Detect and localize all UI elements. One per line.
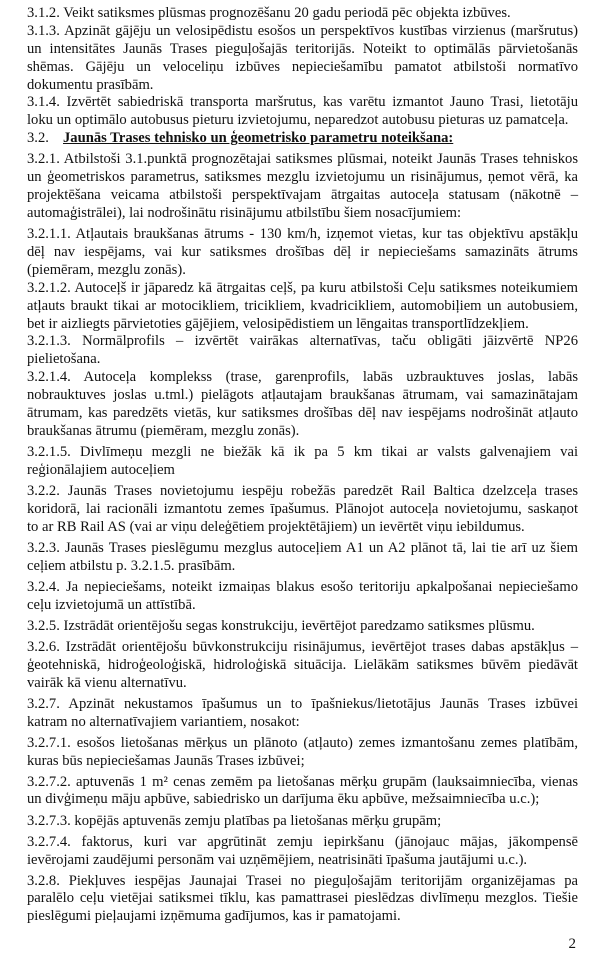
text-line: ātrumam, kas paredzēts vietās, kur satiksmes drošības dēļ nav iespējams nodrošināt atļauto	[27, 404, 578, 421]
text-line: 3.2.1.5. Divlīmeņu mezgli ne biežāk kā ik pa 5 km tikai ar valsts galvenajiem vai	[27, 443, 578, 460]
paragraph	[27, 813, 578, 831]
section-number: 3.2.	[27, 130, 49, 147]
text-line: 3.1.2. Veikt satiksmes plūsmas prognozēšanu 20 gadu periodā pēc objekta izbūves.	[27, 5, 511, 21]
text-line: ģeotehniskā, hidroģeoloģiskā, hidroloģiskā situācija. Lielākām satiksmes būvēm piedāvāt	[27, 656, 578, 673]
paragraph	[27, 23, 578, 95]
text-line: pielietošana.	[27, 351, 101, 368]
text-line: dēļ nav iespējams, vai kur satiksmes drošības dēļ ir nepieciešams samazināts ātrums	[27, 243, 578, 260]
text-line: dokumentu prasībām.	[27, 76, 154, 93]
text-line: nobrauktuves joslas u.tml.) pielāgots atļautajam braukšanas ātrumam, vai samazinātajam	[27, 387, 578, 404]
text-line: un divģimeņu māju apbūve, sabiedrisko un darījuma ēku apbūve, mežsaimniecība u.c.);	[27, 791, 540, 808]
paragraph	[27, 735, 578, 771]
paragraph	[27, 444, 578, 480]
text-line: 3.2.1.1. Atļautais braukšanas ātrums - 130 km/h, izņemot vietas, kur tas objektīvu apstākļu	[27, 226, 578, 243]
text-line: to ar RB Rail AS (vai ar viņu deleģētiem projektētājiem) un ievērtēt viņu iebildumus.	[27, 518, 525, 535]
text-line: paralēlo ceļu vietējai satiksmei tīklu, kas pamattrasei pieslēdzas divlīmeņu mezglos. Tiešie	[27, 890, 578, 907]
text-line: 3.2.7.3. kopējās aptuvenās zemju platības pa lietošanas mērķu grupām;	[27, 812, 442, 829]
paragraph	[27, 94, 578, 130]
paragraph	[27, 540, 578, 576]
text-line: 3.2.2. Jaunās Trases novietojumu iespēju robežās paredzēt Rail Baltica dzelzceļa trases	[27, 482, 578, 499]
text-line: pieslēgumi pieļaujami izņēmuma gadījumos, kas ir pamatojami.	[27, 908, 401, 925]
page-number: 2	[568, 936, 576, 952]
text-line: 3.2.6. Izstrādāt orientējošu būvkonstrukciju risinājumus, ievērtējot trases dabas apstākļus –	[27, 638, 578, 655]
text-line: 3.2.1. Atbilstoši 3.1.punktā prognozētajai satiksmes plūsmai, noteikt Jaunās Trases tehniskos	[27, 151, 578, 168]
text-line: katram no alternatīvajiem variantiem, nosakot:	[27, 713, 300, 730]
text-line: braukšanas ātrumu (piemēram, mezglu zonās).	[27, 422, 300, 439]
text-line: shēmas. Gājēju un veloceliņu izbūves nepieciešamību pamatot atbilstoši normatīvo	[27, 58, 578, 75]
section-title: Jaunās Trases tehnisko un ģeometrisko parametru noteikšana:	[63, 130, 454, 147]
text-line: ceļiem atbilstu p. 3.2.1.5. prasībām.	[27, 557, 236, 574]
text-line: 3.1.4. Izvērtēt sabiedriskā transporta maršrutus, kas varētu izmantot Jauno Trasi, lietotāju	[27, 94, 578, 111]
text-line: 3.2.3. Jaunās Trases pieslēgumu mezglus autoceļiem A1 un A2 plānot tā, lai tie arī uz šiem	[27, 539, 578, 556]
paragraph	[27, 333, 578, 369]
text-line: vairāk kā vienu alternatīvu.	[27, 674, 187, 691]
paragraph	[27, 483, 578, 537]
text-line: 3.2.1.2. Autoceļš ir jāparedz kā ātrgaitas ceļš, pa kuru atbilstoši Ceļu satiksmes noteikumiem	[27, 279, 578, 296]
section-heading	[27, 130, 578, 148]
paragraph	[27, 579, 578, 615]
text-line: loku un optimālo autobusus pieturu izvietojumu, neparedzot autobusu pieturas uz pamatceļa.	[27, 112, 569, 129]
paragraph	[27, 774, 578, 810]
paragraph	[27, 226, 578, 280]
paragraph	[27, 5, 578, 23]
text-line: (piemēram, mezglu zonās).	[27, 261, 186, 278]
paragraph	[27, 151, 578, 223]
text-line: atļauts braukt tikai ar motocikliem, tricikliem, kvadricikliem, automobiļiem un autobusiem,	[27, 297, 578, 314]
text-line: 3.2.7.4. faktorus, kuri var apgrūtināt zemju iepirkšanu (jānojauc mājas, jākompensē	[27, 833, 578, 850]
document-body	[27, 5, 578, 926]
text-line: ievērojami zaudējumi personām vai uzņēmējiem, neatrisināti īpašuma jautājumi u.c.).	[27, 851, 528, 868]
text-line: 3.1.3. Apzināt gājēju un velosipēdistu esošos un perspektīvos kustības virzienus (maršrutus)	[27, 22, 578, 39]
paragraph	[27, 873, 578, 927]
text-line: un ģeometriskos parametrus, satiksmes mezglu izvietojumu un risinājumus, ņemot vērā, ka	[27, 169, 578, 186]
paragraph	[27, 834, 578, 870]
paragraph	[27, 369, 578, 441]
text-line: kuras būs nepieciešamas Jaunās Trases izbūvei;	[27, 752, 305, 769]
text-line: ceļu izvietojumā un attīstībā.	[27, 596, 196, 613]
text-line: 3.2.7.1. esošos lietošanas mērķus un plānoto (atļauto) zemes izmantošanu zemes platībām,	[27, 734, 578, 751]
text-line: 3.2.7.2. aptuvenās 1 m² cenas zemēm pa lietošanas mērķu grupām (lauksaimniecība, vienas	[27, 773, 578, 790]
text-line: projektēšana veicama atbilstoši perspektīvajam ātrgaitas autoceļa statusam (nākotnē –	[27, 187, 578, 204]
paragraph	[27, 696, 578, 732]
paragraph	[27, 618, 578, 636]
text-line: koridorā, lai racionāli izmantotu zemes īpašumus. Plānojot autoceļa novietojumu, saskaņot	[27, 500, 578, 517]
text-line: 3.2.4. Ja nepieciešams, noteikt izmaiņas blakus esošo teritoriju apkalpošanai nepieciešamo	[27, 578, 578, 595]
text-line: 3.2.8. Piekļuves iespējas Jaunajai Trasei no pieguļošajām teritorijām organizējamas pa	[27, 872, 578, 889]
text-line: 3.2.7. Apzināt nekustamos īpašumus un to īpašniekus/lietotājus Jaunās Trases izbūvei	[27, 695, 578, 712]
text-line: 3.2.1.3. Normālprofils – izvērtēt vairākas alternatīvas, taču obligāti jāizvērtē NP26	[27, 333, 578, 350]
paragraph	[27, 280, 578, 334]
text-line: 3.2.1.4. Autoceļa komplekss (trase, garenprofils, labās uzbrauktuves joslas, labās	[27, 369, 578, 386]
text-line: un intensitātes Jaunās Trases pieguļošajās teritorijās. Noteikt to optimālās pārvietošanās	[27, 40, 578, 57]
text-line: bet ir aizliegts pārvietoties gājējiem, velosipēdistiem un lēngaitas transportlīdzekļiem.	[27, 315, 529, 332]
text-line: 3.2.5. Izstrādāt orientējošu segas konstrukciju, ievērtējot paredzamo satiksmes plūsmu.	[27, 617, 535, 634]
text-line: automaģistrālei), lai nodrošinātu risinājumu atbilstību šiem nosacījumiem:	[27, 204, 462, 221]
paragraph	[27, 639, 578, 693]
text-line: reģionālajiem autoceļiem	[27, 461, 175, 478]
